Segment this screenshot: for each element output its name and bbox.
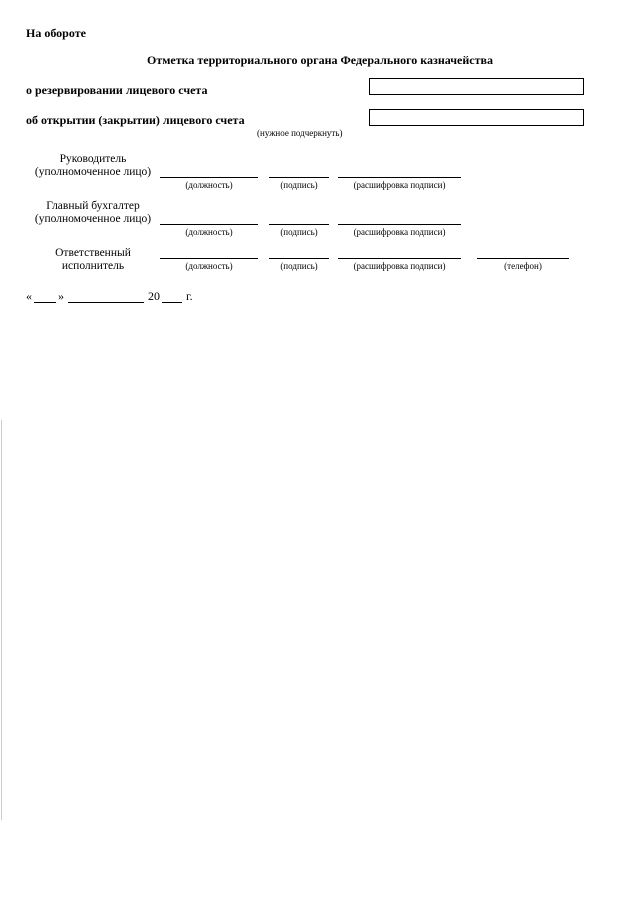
executor-signer-label [18,247,168,273]
date-month-line[interactable] [68,302,144,303]
openclose-mark-box[interactable] [369,109,584,126]
date-year-suffix: г. [186,289,193,303]
accountant-signer-label [18,200,168,226]
head-decoding-caption: (расшифровка подписи) [353,180,446,190]
page-header: На обороте [26,26,86,40]
head-signer-subtitle: (уполномоченное лицо) [34,166,152,178]
head-signature-line[interactable] [269,177,329,178]
accountant-signer-subtitle: (уполномоченное лицо) [34,213,152,225]
executor-decoding-line[interactable] [338,258,461,259]
head-decoding-line[interactable] [338,177,461,178]
accountant-signature-line[interactable] [269,224,329,225]
section-heading: Отметка территориального органа Федерального казначейства [147,53,493,67]
accountant-decoding-line[interactable] [338,224,461,225]
accountant-position-line[interactable] [160,224,258,225]
head-signature-caption: (подпись) [280,180,318,190]
scan-edge-divider [1,420,2,820]
head-position-caption: (должность) [185,180,233,190]
accountant-decoding-caption: (расшифровка подписи) [353,227,446,237]
accountant-position-caption: (должность) [185,227,233,237]
head-signer-title: Руководитель [59,153,127,165]
date-year-line[interactable] [162,302,182,303]
date-open-quote: « [26,289,32,303]
executor-phone-caption: (телефон) [504,261,542,271]
executor-position-caption: (должность) [185,261,233,271]
executor-decoding-caption: (расшифровка подписи) [353,261,446,271]
accountant-signature-caption: (подпись) [280,227,318,237]
underline-hint: (нужное подчеркнуть) [257,128,343,138]
date-day-line[interactable] [34,302,56,303]
head-signer-label [18,153,168,179]
openclose-label: об открытии (закрытии) лицевого счета [26,113,245,127]
executor-signer-title: Ответственный [55,247,131,259]
head-position-line[interactable] [160,177,258,178]
date-close-quote: » [58,289,64,303]
reserve-mark-box[interactable] [369,78,584,95]
date-year-prefix: 20 [148,289,160,303]
reserve-label: о резервировании лицевого счета [26,83,208,97]
executor-phone-line[interactable] [477,258,569,259]
executor-position-line[interactable] [160,258,258,259]
executor-signer-subtitle: исполнитель [61,260,125,272]
accountant-signer-title: Главный бухгалтер [46,200,140,212]
executor-signature-caption: (подпись) [280,261,318,271]
executor-signature-line[interactable] [269,258,329,259]
